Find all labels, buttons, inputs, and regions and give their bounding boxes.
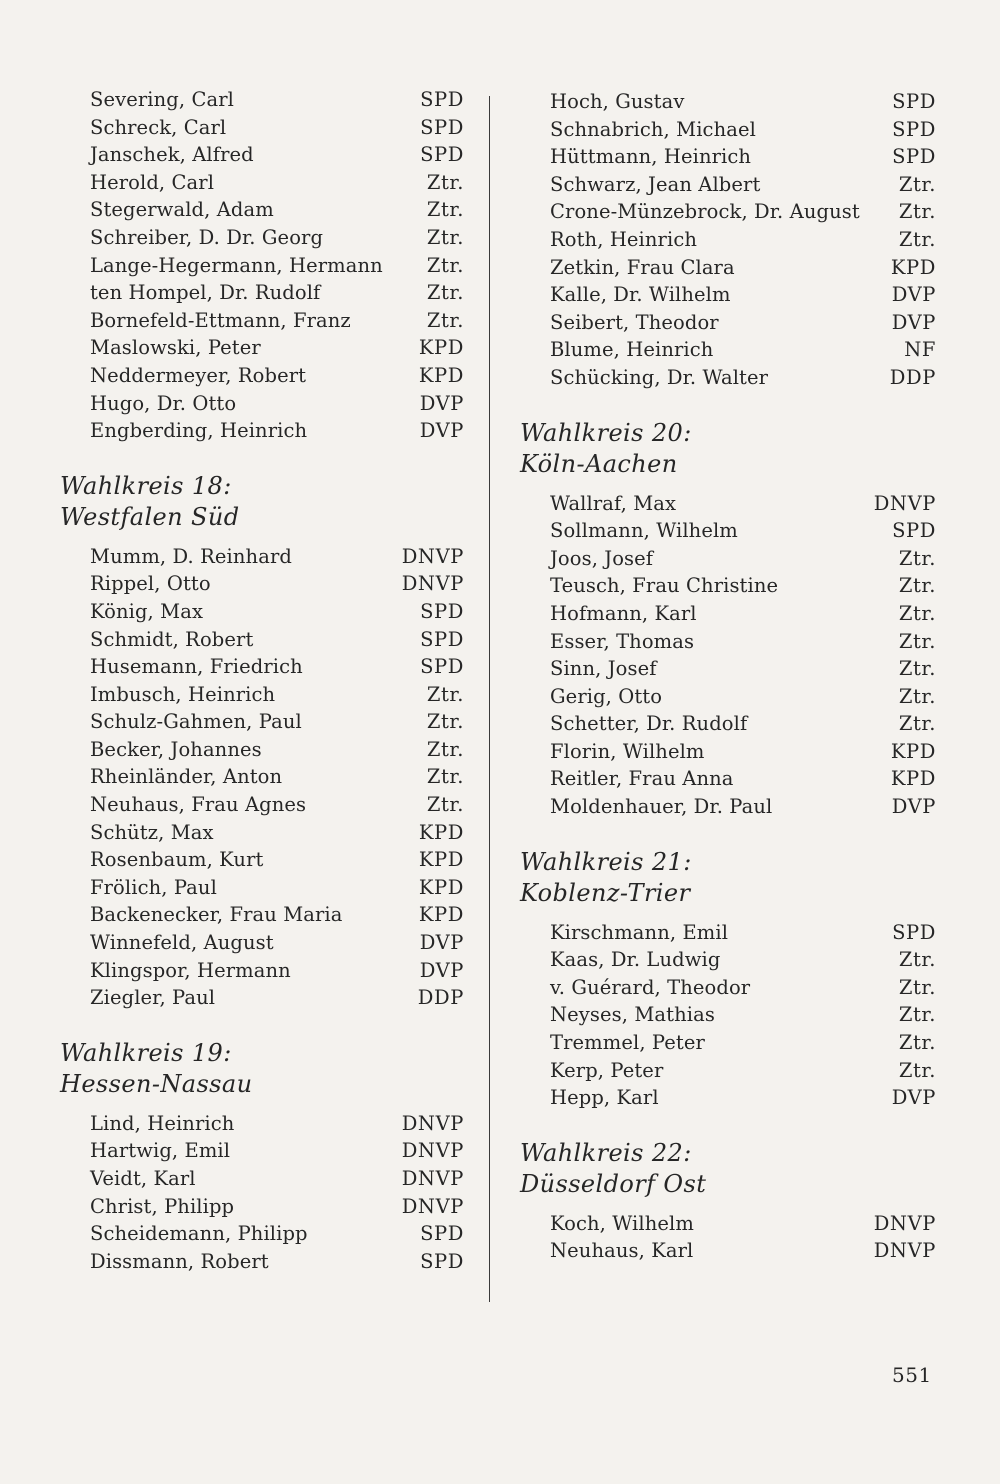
party-abbreviation: Ztr. — [898, 601, 936, 625]
party-abbreviation: Ztr. — [426, 253, 464, 277]
right-column — [520, 88, 936, 1265]
member-name: Bornefeld-Ettmann, Franz — [90, 308, 351, 332]
member-row — [60, 1110, 464, 1138]
member-name: Roth, Heinrich — [550, 227, 697, 251]
member-name: Gerig, Otto — [550, 684, 663, 708]
member-name: v. Guérard, Theodor — [550, 975, 751, 999]
member-name: Engberding, Heinrich — [90, 419, 308, 443]
member-name: Neddermeyer, Robert — [90, 363, 307, 387]
member-name: Sinn, Josef — [550, 657, 657, 681]
party-abbreviation: KPD — [418, 875, 464, 899]
member-name: Schreiber, D. Dr. Georg — [90, 225, 324, 249]
party-abbreviation: DNVP — [873, 491, 936, 515]
member-name: Frölich, Paul — [90, 875, 217, 899]
member-name: Ziegler, Paul — [90, 986, 216, 1010]
member-row — [60, 1193, 464, 1221]
member-row — [520, 628, 936, 656]
member-name: Koch, Wilhelm — [550, 1211, 694, 1235]
member-name: Hugo, Dr. Otto — [90, 391, 237, 415]
member-row — [60, 390, 464, 418]
party-abbreviation: DVP — [419, 958, 464, 982]
party-abbreviation: Ztr. — [898, 546, 936, 570]
member-row — [60, 417, 464, 445]
member-name: Mumm, D. Reinhard — [90, 544, 292, 568]
member-name: Lange-Hegermann, Hermann — [90, 253, 383, 277]
member-row — [520, 793, 936, 821]
party-abbreviation: Ztr. — [426, 793, 464, 817]
party-abbreviation: Ztr. — [898, 574, 936, 598]
party-abbreviation: SPD — [892, 145, 936, 169]
party-abbreviation: SPD — [420, 1222, 464, 1246]
party-abbreviation: Ztr. — [898, 975, 936, 999]
member-row — [60, 1165, 464, 1193]
member-name: Neuhaus, Karl — [550, 1239, 694, 1263]
member-row — [60, 86, 464, 114]
member-row — [520, 88, 936, 116]
member-row — [520, 309, 936, 337]
party-abbreviation: DNVP — [873, 1239, 936, 1263]
member-row — [60, 708, 464, 736]
party-abbreviation: Ztr. — [898, 657, 936, 681]
party-abbreviation: SPD — [892, 519, 936, 543]
member-name: Seibert, Theodor — [550, 310, 719, 334]
member-row — [60, 1248, 464, 1276]
party-abbreviation: KPD — [418, 820, 464, 844]
member-row — [520, 545, 936, 573]
party-abbreviation: KPD — [890, 767, 936, 791]
member-row — [520, 738, 936, 766]
member-row — [60, 252, 464, 280]
member-name: Janschek, Alfred — [90, 143, 254, 167]
member-name: Schücking, Dr. Walter — [550, 365, 769, 389]
member-name: Hartwig, Emil — [90, 1139, 231, 1163]
party-abbreviation: DVP — [891, 310, 936, 334]
member-name: Rosenbaum, Kurt — [90, 848, 264, 872]
left-column — [60, 86, 464, 1275]
party-abbreviation: DVP — [419, 931, 464, 955]
member-row — [60, 736, 464, 764]
party-abbreviation: SPD — [420, 655, 464, 679]
member-row — [520, 1057, 936, 1085]
member-name: Neuhaus, Frau Agnes — [90, 793, 307, 817]
member-name: Herold, Carl — [90, 170, 215, 194]
party-abbreviation: DVP — [419, 419, 464, 443]
member-name: Kaas, Dr. Ludwig — [550, 948, 721, 972]
member-row — [60, 570, 464, 598]
party-abbreviation: KPD — [418, 363, 464, 387]
member-row — [60, 114, 464, 142]
party-abbreviation: DNVP — [401, 1194, 464, 1218]
party-abbreviation: KPD — [418, 336, 464, 360]
member-row — [520, 143, 936, 171]
heading-line: Westfalen Süd — [60, 502, 240, 531]
member-row — [520, 1001, 936, 1029]
member-name: Rippel, Otto — [90, 572, 211, 596]
party-abbreviation: Ztr. — [898, 1031, 936, 1055]
member-name: König, Max — [90, 599, 204, 623]
member-name: Schetter, Dr. Rudolf — [550, 712, 748, 736]
member-row — [520, 198, 936, 226]
member-name: Teusch, Frau Christine — [550, 574, 779, 598]
party-abbreviation: Ztr. — [898, 1058, 936, 1082]
member-row — [60, 874, 464, 902]
member-name: Husemann, Friedrich — [90, 655, 303, 679]
party-abbreviation: Ztr. — [898, 684, 936, 708]
party-abbreviation: DVP — [419, 391, 464, 415]
member-list — [60, 543, 464, 1012]
member-name: Reitler, Frau Anna — [550, 767, 734, 791]
member-name: Schulz-Gahmen, Paul — [90, 710, 302, 734]
member-row — [520, 1237, 936, 1265]
member-row — [60, 543, 464, 571]
member-name: Wallraf, Max — [550, 491, 677, 515]
member-row — [60, 681, 464, 709]
column-divider — [489, 96, 490, 1302]
party-abbreviation: Ztr. — [426, 170, 464, 194]
party-abbreviation: DDP — [889, 365, 936, 389]
heading-line: Wahlkreis 20: — [520, 418, 692, 447]
member-name: Schmidt, Robert — [90, 627, 254, 651]
member-row — [60, 224, 464, 252]
member-name: Rheinländer, Anton — [90, 765, 283, 789]
party-abbreviation: Ztr. — [426, 765, 464, 789]
heading-line: Wahlkreis 18: — [60, 471, 232, 500]
member-row — [60, 819, 464, 847]
member-name: Kalle, Dr. Wilhelm — [550, 283, 731, 307]
member-row — [60, 957, 464, 985]
party-abbreviation: Ztr. — [426, 682, 464, 706]
member-name: Kirschmann, Emil — [550, 920, 729, 944]
party-abbreviation: KPD — [890, 255, 936, 279]
party-abbreviation: SPD — [420, 1249, 464, 1273]
member-row — [60, 334, 464, 362]
section-heading-wahlkreis-21 — [520, 847, 936, 909]
member-row — [60, 929, 464, 957]
section-heading-wahlkreis-19 — [60, 1038, 464, 1100]
party-abbreviation: DVP — [891, 1086, 936, 1110]
party-abbreviation: SPD — [892, 90, 936, 113]
member-name: Dissmann, Robert — [90, 1249, 269, 1273]
member-name: Schwarz, Jean Albert — [550, 172, 761, 196]
member-row — [60, 763, 464, 791]
party-abbreviation: DNVP — [873, 1211, 936, 1235]
member-row — [520, 1210, 936, 1238]
member-name: Veidt, Karl — [90, 1167, 196, 1190]
member-list — [520, 1210, 936, 1265]
member-name: Hoch, Gustav — [550, 90, 685, 113]
party-abbreviation: SPD — [892, 117, 936, 141]
party-abbreviation: Ztr. — [898, 1003, 936, 1027]
member-row — [60, 901, 464, 929]
member-row — [520, 572, 936, 600]
member-name: Florin, Wilhelm — [550, 739, 705, 763]
page-number: 551 — [892, 1363, 932, 1387]
member-row — [520, 765, 936, 793]
member-name: Schreck, Carl — [90, 115, 227, 139]
member-list — [520, 919, 936, 1112]
member-row — [520, 364, 936, 392]
member-name: Moldenhauer, Dr. Paul — [550, 795, 773, 819]
member-name: Klingspor, Hermann — [90, 958, 291, 982]
member-name: Schnabrich, Michael — [550, 117, 756, 141]
party-abbreviation: Ztr. — [898, 227, 936, 251]
member-row — [520, 946, 936, 974]
heading-line: Wahlkreis 22: — [520, 1138, 692, 1167]
member-row — [520, 336, 936, 364]
member-row — [60, 791, 464, 819]
party-abbreviation: SPD — [420, 115, 464, 139]
member-name: Hepp, Karl — [550, 1086, 659, 1110]
member-name: Imbusch, Heinrich — [90, 682, 276, 706]
member-row — [520, 254, 936, 282]
party-abbreviation: SPD — [420, 599, 464, 623]
member-row — [60, 169, 464, 197]
member-list — [60, 86, 464, 445]
member-row — [520, 1084, 936, 1112]
member-row — [520, 600, 936, 628]
member-row — [520, 226, 936, 254]
member-row — [60, 362, 464, 390]
party-abbreviation: Ztr. — [898, 200, 936, 224]
member-row — [60, 846, 464, 874]
heading-line: Hessen-Nassau — [60, 1069, 253, 1098]
member-name: Stegerwald, Adam — [90, 198, 274, 222]
member-name: Hüttmann, Heinrich — [550, 145, 752, 169]
party-abbreviation: DNVP — [401, 1139, 464, 1163]
member-name: Tremmel, Peter — [550, 1031, 705, 1055]
member-row — [60, 984, 464, 1012]
member-row — [60, 196, 464, 224]
member-row — [520, 974, 936, 1002]
party-abbreviation: NF — [904, 338, 936, 362]
member-name: Lind, Heinrich — [90, 1111, 235, 1135]
member-row — [520, 683, 936, 711]
member-name: Christ, Philipp — [90, 1194, 235, 1218]
member-row — [60, 279, 464, 307]
member-list — [520, 88, 936, 392]
member-name: Schütz, Max — [90, 820, 214, 844]
member-row — [60, 598, 464, 626]
member-row — [60, 653, 464, 681]
party-abbreviation: KPD — [418, 848, 464, 872]
member-list — [60, 1110, 464, 1276]
section-heading-wahlkreis-22 — [520, 1138, 936, 1200]
member-name: ten Hompel, Dr. Rudolf — [90, 281, 321, 305]
heading-line: Düsseldorf Ost — [520, 1169, 707, 1198]
member-name: Hofmann, Karl — [550, 601, 697, 625]
party-abbreviation: Ztr. — [426, 737, 464, 761]
member-row — [60, 626, 464, 654]
member-name: Crone-Münzebrock, Dr. August — [550, 200, 860, 224]
member-row — [520, 655, 936, 683]
party-abbreviation: KPD — [418, 903, 464, 927]
member-row — [520, 281, 936, 309]
party-abbreviation: Ztr. — [898, 948, 936, 972]
party-abbreviation: Ztr. — [898, 712, 936, 736]
party-abbreviation: DVP — [891, 795, 936, 819]
member-name: Blume, Heinrich — [550, 338, 714, 362]
member-row — [520, 919, 936, 947]
party-abbreviation: KPD — [890, 739, 936, 763]
member-name: Severing, Carl — [90, 88, 234, 111]
member-row — [60, 1137, 464, 1165]
heading-line: Koblenz-Trier — [520, 878, 691, 907]
party-abbreviation: SPD — [420, 627, 464, 651]
party-abbreviation: Ztr. — [426, 710, 464, 734]
party-abbreviation: DNVP — [401, 1111, 464, 1135]
member-row — [60, 307, 464, 335]
member-name: Sollmann, Wilhelm — [550, 519, 738, 543]
party-abbreviation: Ztr. — [426, 281, 464, 305]
member-row — [520, 490, 936, 518]
member-name: Backenecker, Frau Maria — [90, 903, 343, 927]
member-name: Winnefeld, August — [90, 931, 274, 955]
party-abbreviation: DVP — [891, 283, 936, 307]
party-abbreviation: SPD — [420, 88, 464, 111]
member-row — [520, 171, 936, 199]
party-abbreviation: Ztr. — [426, 308, 464, 332]
member-name: Joos, Josef — [550, 546, 654, 570]
member-name: Neyses, Mathias — [550, 1003, 715, 1027]
party-abbreviation: SPD — [420, 143, 464, 167]
member-row — [60, 1220, 464, 1248]
party-abbreviation: DDP — [417, 986, 464, 1010]
section-heading-wahlkreis-18 — [60, 471, 464, 533]
member-name: Scheidemann, Philipp — [90, 1222, 308, 1246]
heading-line: Wahlkreis 21: — [520, 847, 692, 876]
member-row — [520, 1029, 936, 1057]
party-abbreviation: DNVP — [401, 1167, 464, 1190]
party-abbreviation: Ztr. — [426, 225, 464, 249]
member-name: Zetkin, Frau Clara — [550, 255, 735, 279]
member-name: Becker, Johannes — [90, 737, 262, 761]
section-heading-wahlkreis-20 — [520, 418, 936, 480]
party-abbreviation: SPD — [892, 920, 936, 944]
party-abbreviation: DNVP — [401, 544, 464, 568]
party-abbreviation: DNVP — [401, 572, 464, 596]
party-abbreviation: Ztr. — [898, 629, 936, 653]
party-abbreviation: Ztr. — [898, 172, 936, 196]
heading-line: Wahlkreis 19: — [60, 1038, 232, 1067]
member-row — [520, 517, 936, 545]
party-abbreviation: Ztr. — [426, 198, 464, 222]
member-row — [60, 141, 464, 169]
member-list — [520, 490, 936, 821]
member-name: Esser, Thomas — [550, 629, 695, 653]
member-row — [520, 710, 936, 738]
member-name: Maslowski, Peter — [90, 336, 261, 360]
member-name: Kerp, Peter — [550, 1058, 664, 1082]
heading-line: Köln-Aachen — [520, 449, 678, 478]
member-row — [520, 116, 936, 144]
